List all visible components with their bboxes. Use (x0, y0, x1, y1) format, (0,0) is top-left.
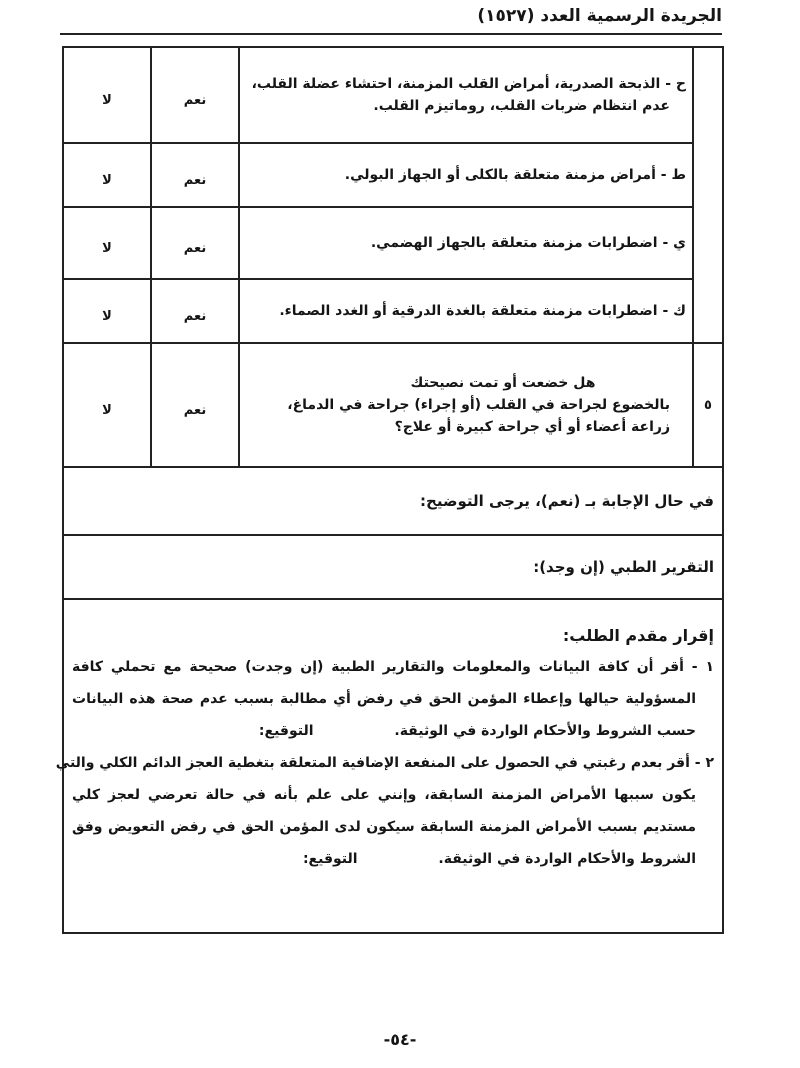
question-row-5 (63, 343, 723, 467)
medical-questionnaire-table (55, 46, 724, 934)
medical-report-field[interactable] (63, 535, 723, 599)
question-line: ح - الذبحة الصدرية، أمراض القلب المزمنة، احتشاء عضلة القلب، (251, 76, 686, 92)
question-row-t (63, 143, 723, 207)
explanation-label: في حال الإجابة بـ (نعم)، يرجى التوضيح: (420, 492, 714, 510)
header-divider (60, 33, 722, 35)
question-line: بالخضوع لجراحة في القلب (أو إجراء) جراحة في الدماغ، (287, 397, 670, 413)
answer-no-option[interactable]: لا (63, 143, 151, 207)
declaration-title: إقرار مقدم الطلب: (562, 626, 714, 645)
declaration-item-2 (55, 747, 714, 875)
gazette-title: الجريدة الرسمية العدد (١٥٢٧) (477, 6, 722, 26)
answer-yes-option[interactable]: نعم (151, 279, 239, 343)
signature-field[interactable]: التوقيع: (302, 851, 358, 867)
question-row-h (63, 47, 723, 143)
question-number-cell (693, 207, 723, 279)
page-number: -٥٤- (383, 1030, 417, 1049)
answer-yes-option[interactable]: نعم (151, 343, 239, 467)
question-number-cell (693, 143, 723, 207)
answer-yes-option[interactable]: نعم (151, 47, 239, 143)
question-text (239, 343, 693, 467)
answer-no-option[interactable]: لا (63, 47, 151, 143)
answer-yes-option[interactable]: نعم (151, 143, 239, 207)
declaration-line (72, 715, 714, 747)
question-number: ٥ (693, 343, 723, 467)
declaration-line: ٢ - أقر بعدم رغبتي في الحصول على المنفعة الإضافية المتعلقة بتغطية العجز الدائم الكلي والتي (55, 755, 714, 771)
signature-field[interactable]: التوقيع: (258, 723, 314, 739)
question-line: هل خضعت أو تمت نصيحتك (410, 375, 596, 391)
question-row-y (63, 207, 723, 279)
question-text (239, 143, 693, 207)
declaration-line: يكون سببها الأمراض المزمنة السابقة، وإنني على علم بأنه في حالة تعرضي لعجز كلي (72, 787, 696, 803)
declaration-line: ١ - أقر أن كافة البيانات والمعلومات والتقارير الطبية (إن وجدت) صحيحة مع تحملي كافة (72, 659, 714, 675)
question-line: ي - اضطرابات مزمنة متعلقة بالجهاز الهضمي. (370, 235, 686, 251)
question-line: عدم انتظام ضربات القلب، روماتيزم القلب. (373, 98, 670, 114)
question-line: ك - اضطرابات مزمنة متعلقة بالغدة الدرقية أو الغدد الصماء. (279, 303, 686, 319)
declaration-row (63, 599, 723, 933)
question-text (239, 207, 693, 279)
question-row-k (63, 279, 723, 343)
declaration-line (72, 843, 714, 875)
answer-no-option[interactable]: لا (63, 343, 151, 467)
declaration-section (55, 599, 723, 933)
declaration-text: الشروط والأحكام الواردة في الوثيقة. (438, 851, 696, 867)
question-number-cell (693, 279, 723, 343)
answer-no-option[interactable]: لا (63, 207, 151, 279)
answer-yes-option[interactable]: نعم (151, 207, 239, 279)
question-number-cell (693, 47, 723, 143)
question-text (239, 279, 693, 343)
explanation-field[interactable] (63, 467, 723, 535)
answer-no-option[interactable]: لا (63, 279, 151, 343)
medical-report-row (63, 535, 723, 599)
declaration-item-1 (72, 651, 714, 747)
declaration-line: المسؤولية حيالها وإعطاء المؤمن الحق في رفض أي مطالبة بسبب عدم صحة هذه البيانات (72, 691, 696, 707)
explanation-row (63, 467, 723, 535)
question-line: زراعة أعضاء أو أي جراحة كبيرة أو علاج؟ (394, 419, 670, 435)
declaration-text: حسب الشروط والأحكام الواردة في الوثيقة. (394, 723, 696, 739)
declaration-line: مستديم بسبب الأمراض المزمنة السابقة سيكون لدى المؤمن الحق في رفض التعويض وفق (72, 819, 696, 835)
question-line: ط - أمراض مزمنة متعلقة بالكلى أو الجهاز البولي. (344, 167, 686, 183)
page-header (0, 0, 800, 36)
medical-report-label: التقرير الطبي (إن وجد): (533, 558, 714, 576)
question-text (239, 47, 693, 143)
